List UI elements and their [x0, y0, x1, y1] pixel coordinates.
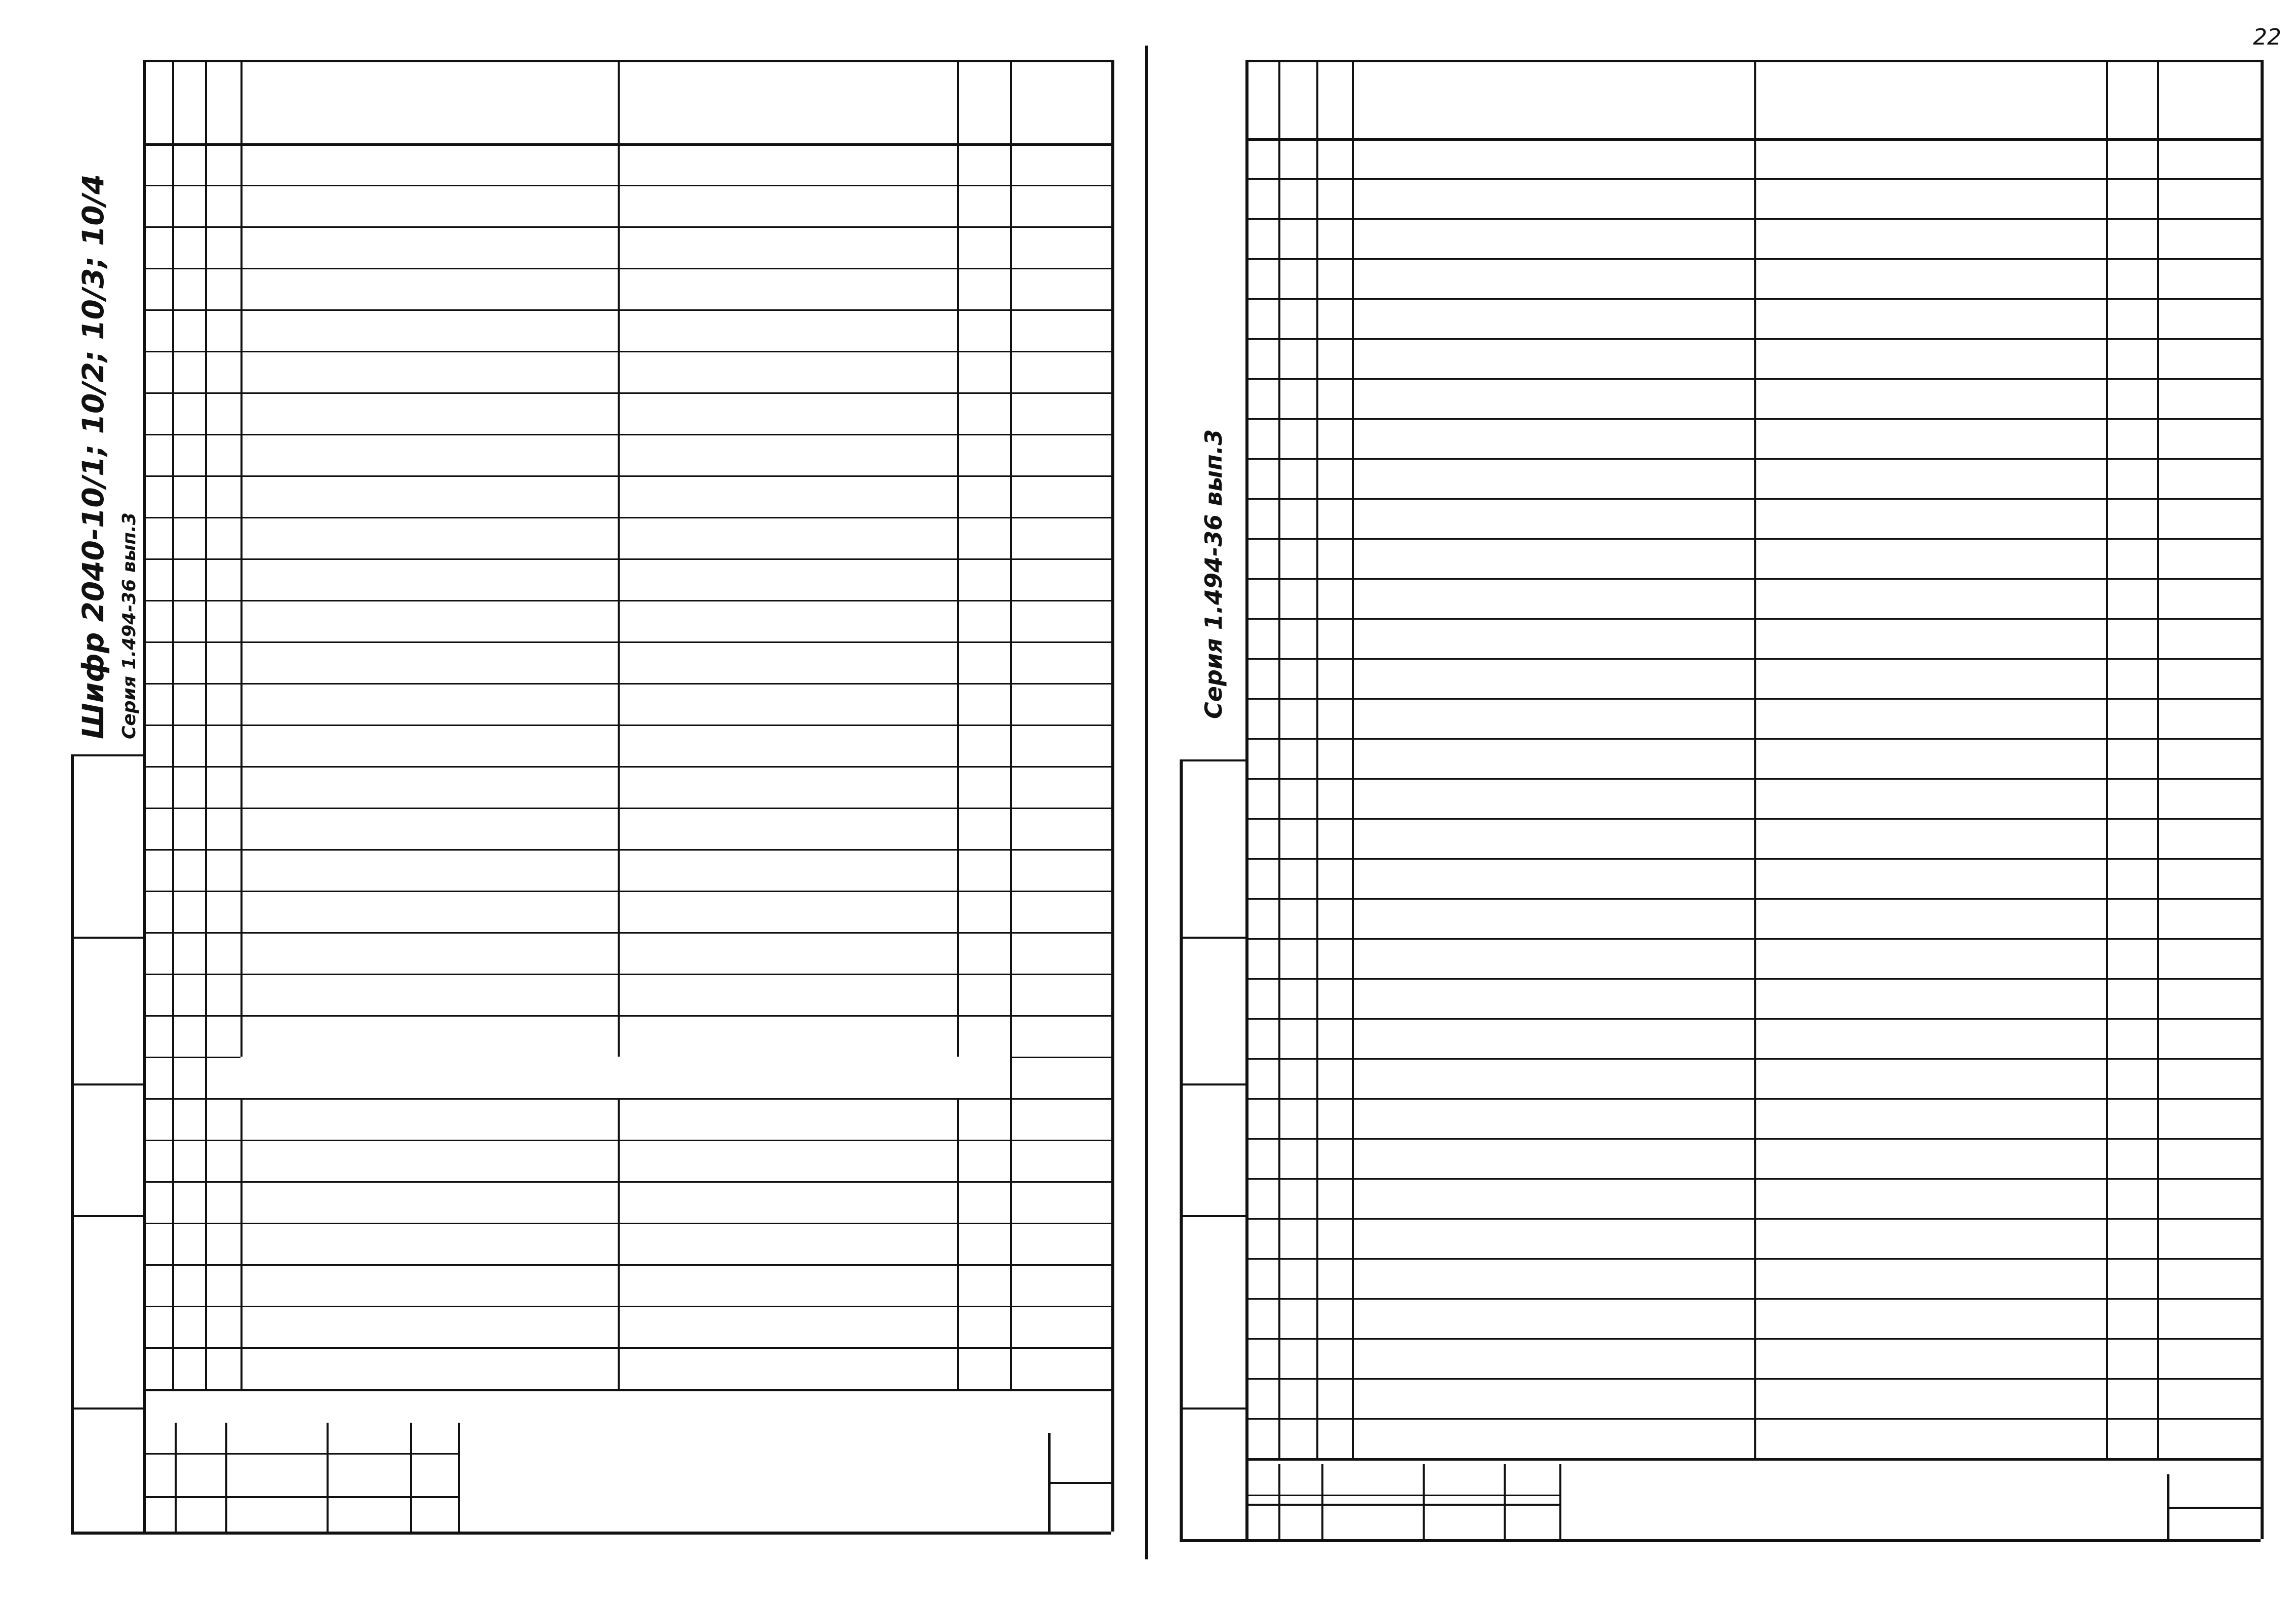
row-line	[1245, 1378, 2261, 1380]
row-line	[1245, 1298, 2261, 1300]
row-position	[1319, 458, 1349, 498]
row-line	[143, 1223, 1111, 1224]
column-line	[2106, 60, 2108, 1458]
row-designation	[1372, 1058, 1734, 1098]
row-note	[1014, 974, 1107, 1015]
row-format	[146, 1306, 169, 1347]
section-heading	[625, 891, 950, 932]
stamp-vzam-inv	[1180, 1083, 1245, 1215]
header-format	[1245, 60, 1278, 138]
row-designation	[261, 1347, 597, 1389]
row-name	[1761, 658, 2099, 698]
sheet-label	[1048, 1433, 1111, 1482]
row-note	[1014, 143, 1107, 185]
row-quantity	[960, 683, 1007, 725]
row-quantity	[960, 475, 1007, 517]
title-block-mid	[1245, 1495, 1559, 1496]
row-note	[1014, 558, 1107, 600]
column-line	[1754, 60, 1756, 1458]
row-position	[208, 641, 237, 683]
column-line	[2157, 60, 2159, 1458]
row-name	[1761, 458, 2099, 498]
row-quantity	[960, 1306, 1007, 1347]
row-name	[625, 309, 950, 351]
row-name	[625, 766, 950, 808]
title-block-bottom	[143, 1532, 1111, 1535]
row-position	[1319, 778, 1349, 818]
row-designation	[1372, 258, 1734, 298]
column-line	[1111, 60, 1114, 1389]
section-heading	[1761, 538, 2099, 578]
row-position	[208, 932, 237, 974]
row-position	[1319, 178, 1349, 218]
row-line	[143, 1015, 1111, 1017]
header-format	[143, 60, 172, 143]
row-name	[1761, 1018, 2099, 1058]
row-line	[1245, 738, 2261, 740]
header-name	[618, 60, 957, 143]
series-label-right: Серия 1.494-36 вып.3	[1200, 429, 1227, 719]
title-block-izm	[1245, 1504, 1278, 1539]
document-designation	[458, 1389, 1048, 1532]
header-zone	[1278, 60, 1316, 138]
header-pos	[205, 60, 240, 143]
title-block-podp	[327, 1496, 410, 1532]
sheet-label	[2167, 1474, 2261, 1507]
section-heading	[1761, 738, 2099, 778]
row-designation	[1372, 218, 1734, 258]
row-quantity	[2109, 458, 2154, 498]
row-position	[1319, 658, 1349, 698]
row-position	[208, 725, 237, 766]
header-qty	[2106, 60, 2157, 138]
sheet-divider	[1145, 46, 1148, 1559]
row-quantity	[2109, 418, 2154, 458]
stamp-bottom	[1180, 1539, 1245, 1542]
row-line	[1245, 1418, 2261, 1420]
row-designation	[1372, 778, 1734, 818]
row-line	[143, 1140, 1111, 1141]
page-number: 22	[2253, 24, 2281, 50]
title-block-right	[1111, 1389, 1114, 1532]
section-heading	[625, 1098, 950, 1140]
sheet-number	[1048, 1482, 1111, 1532]
row-name	[625, 392, 950, 434]
row-name	[625, 475, 950, 517]
row-position	[208, 683, 237, 725]
row-name	[625, 1264, 950, 1306]
row-designation	[1372, 178, 1734, 218]
cipher-label: Шифр 2040-10/1; 10/2; 10/3; 10/4	[76, 174, 110, 739]
title-block-izm	[143, 1496, 175, 1532]
row-name	[625, 517, 950, 558]
section-heading	[1761, 338, 2099, 378]
row-name	[1761, 418, 2099, 458]
row-quantity	[960, 392, 1007, 434]
row-designation	[1372, 818, 1734, 858]
row-designation	[1372, 978, 1734, 1018]
row-position	[208, 517, 237, 558]
row-name	[625, 683, 950, 725]
row-designation	[261, 1306, 597, 1347]
row-position	[1319, 818, 1349, 858]
row-position	[208, 351, 237, 392]
row-position	[208, 143, 237, 185]
row-quantity	[2109, 658, 2154, 698]
row-line	[1245, 338, 2261, 340]
row-designation	[261, 1264, 597, 1306]
row-quantity	[960, 725, 1007, 766]
row-name	[625, 268, 950, 309]
row-note	[1014, 932, 1107, 974]
row-designation	[1372, 658, 1734, 698]
row-name	[1761, 178, 2099, 218]
row-position	[1319, 1018, 1349, 1058]
row-quantity	[960, 558, 1007, 600]
title-block-podp	[1423, 1504, 1504, 1539]
row-quantity	[2109, 1058, 2154, 1098]
variable-data-heading	[240, 1057, 1010, 1098]
row-designation	[1372, 618, 1734, 658]
row-quantity	[2109, 978, 2154, 1018]
row-line	[1245, 1218, 2261, 1220]
title-block-ndokum	[1321, 1504, 1423, 1539]
header-qty	[957, 60, 1010, 143]
row-quantity	[960, 517, 1007, 558]
row-designation	[1372, 378, 1734, 418]
row-quantity	[2109, 178, 2154, 218]
column-line	[1316, 60, 1318, 1458]
row-position	[1319, 258, 1349, 298]
row-position	[208, 558, 237, 600]
row-line	[1245, 1138, 2261, 1140]
row-line	[1245, 298, 2261, 300]
header-pos	[1316, 60, 1352, 138]
header-zone	[172, 60, 205, 143]
row-quantity	[960, 808, 1007, 849]
row-note	[1014, 185, 1107, 226]
row-name	[1761, 778, 2099, 818]
row-position	[208, 766, 237, 808]
row-position	[1319, 218, 1349, 258]
stamp-podp-data2	[1180, 759, 1245, 937]
row-quantity	[960, 641, 1007, 683]
row-position	[1319, 618, 1349, 658]
row-format	[1248, 218, 1275, 258]
row-name	[625, 641, 950, 683]
stamp-inv-podl	[1180, 1407, 1245, 1539]
row-name	[625, 434, 950, 475]
row-position	[1319, 858, 1349, 898]
row-designation	[1372, 458, 1734, 498]
row-position	[208, 1264, 237, 1306]
row-quantity	[960, 1347, 1007, 1389]
row-quantity	[960, 974, 1007, 1015]
stamp-bottom	[71, 1532, 143, 1535]
section-heading	[1761, 938, 2099, 978]
row-name	[1761, 378, 2099, 418]
title-block-bottom	[1245, 1539, 2261, 1542]
row-name	[625, 600, 950, 641]
row-quantity	[2109, 618, 2154, 658]
row-name	[625, 558, 950, 600]
section-heading	[1761, 138, 2099, 178]
row-designation	[1372, 858, 1734, 898]
column-line	[1352, 60, 1354, 1458]
row-position	[1319, 1058, 1349, 1098]
column-line	[2261, 60, 2264, 1458]
row-name	[1761, 618, 2099, 658]
row-quantity	[960, 1264, 1007, 1306]
row-line	[1245, 898, 2261, 900]
row-quantity	[960, 766, 1007, 808]
title-block-right	[2261, 1458, 2264, 1539]
row-quantity	[2109, 578, 2154, 618]
header-note	[2157, 60, 2261, 138]
row-designation	[1372, 418, 1734, 458]
row-name	[625, 1306, 950, 1347]
section-heading	[625, 226, 950, 268]
row-line	[1245, 1338, 2261, 1340]
row-line	[143, 849, 1111, 851]
row-quantity	[2109, 1018, 2154, 1058]
document-designation	[1559, 1458, 2167, 1539]
row-name	[625, 974, 950, 1015]
header-note	[1010, 60, 1111, 143]
row-position	[1319, 418, 1349, 458]
row-name	[625, 725, 950, 766]
row-name	[625, 185, 950, 226]
title-block-list	[1278, 1504, 1321, 1539]
title-block-ndokum	[225, 1496, 327, 1532]
row-format	[1248, 178, 1275, 218]
row-line	[1245, 698, 2261, 700]
row-quantity	[2109, 258, 2154, 298]
row-format	[146, 1264, 169, 1306]
title-block-data	[410, 1496, 458, 1532]
row-name	[625, 932, 950, 974]
row-quantity	[2109, 858, 2154, 898]
row-quantity	[2109, 818, 2154, 858]
row-line	[1245, 538, 2261, 540]
column-line	[1278, 60, 1280, 1458]
row-quantity	[2109, 218, 2154, 258]
row-position	[208, 475, 237, 517]
stamp-top-line	[71, 754, 143, 756]
row-line	[1245, 1098, 2261, 1100]
row-line	[1245, 498, 2261, 500]
row-name	[625, 143, 950, 185]
row-position	[208, 1347, 237, 1389]
row-line	[1245, 938, 2261, 940]
row-name	[1761, 978, 2099, 1018]
header-name	[1754, 60, 2106, 138]
row-name	[1761, 858, 2099, 898]
section-heading	[625, 1181, 950, 1223]
row-position	[1319, 378, 1349, 418]
header-designation	[240, 60, 618, 143]
row-name	[625, 1347, 950, 1389]
row-designation	[1372, 578, 1734, 618]
stamp-inv-dubl	[71, 937, 143, 1083]
row-name	[1761, 258, 2099, 298]
title-block-data	[1504, 1504, 1559, 1539]
row-line	[1245, 1258, 2261, 1260]
header-bottom-border	[1245, 138, 2261, 141]
title-block-list	[175, 1496, 225, 1532]
row-name	[1761, 578, 2099, 618]
stamp-inv-dubl	[1180, 937, 1245, 1083]
series-label-left: Серия 1.494-36 вып.3	[119, 512, 140, 739]
stamp-top-line	[1180, 759, 1245, 761]
row-format	[146, 1347, 169, 1389]
row-designation	[1372, 1018, 1734, 1058]
stamp-vzam-inv	[71, 1083, 143, 1215]
row-name	[625, 351, 950, 392]
row-quantity	[960, 185, 1007, 226]
row-line	[1245, 1178, 2261, 1180]
row-name	[625, 808, 950, 849]
stamp-inv-podl	[71, 1407, 143, 1532]
row-name	[1761, 218, 2099, 258]
row-name	[1761, 818, 2099, 858]
stamp-podp-data	[71, 1215, 143, 1407]
row-position	[208, 1306, 237, 1347]
row-position	[1319, 578, 1349, 618]
header-designation	[1352, 60, 1754, 138]
row-name	[1761, 1058, 2099, 1098]
row-quantity	[960, 309, 1007, 351]
row-position	[208, 268, 237, 309]
sheet-number	[2167, 1507, 2261, 1539]
stamp-podp-data2	[71, 754, 143, 937]
stamp-podp-data	[1180, 1215, 1245, 1407]
row-quantity	[2109, 378, 2154, 418]
row-quantity	[2109, 778, 2154, 818]
row-format	[1248, 258, 1275, 298]
row-position	[1319, 978, 1349, 1018]
row-position	[208, 808, 237, 849]
